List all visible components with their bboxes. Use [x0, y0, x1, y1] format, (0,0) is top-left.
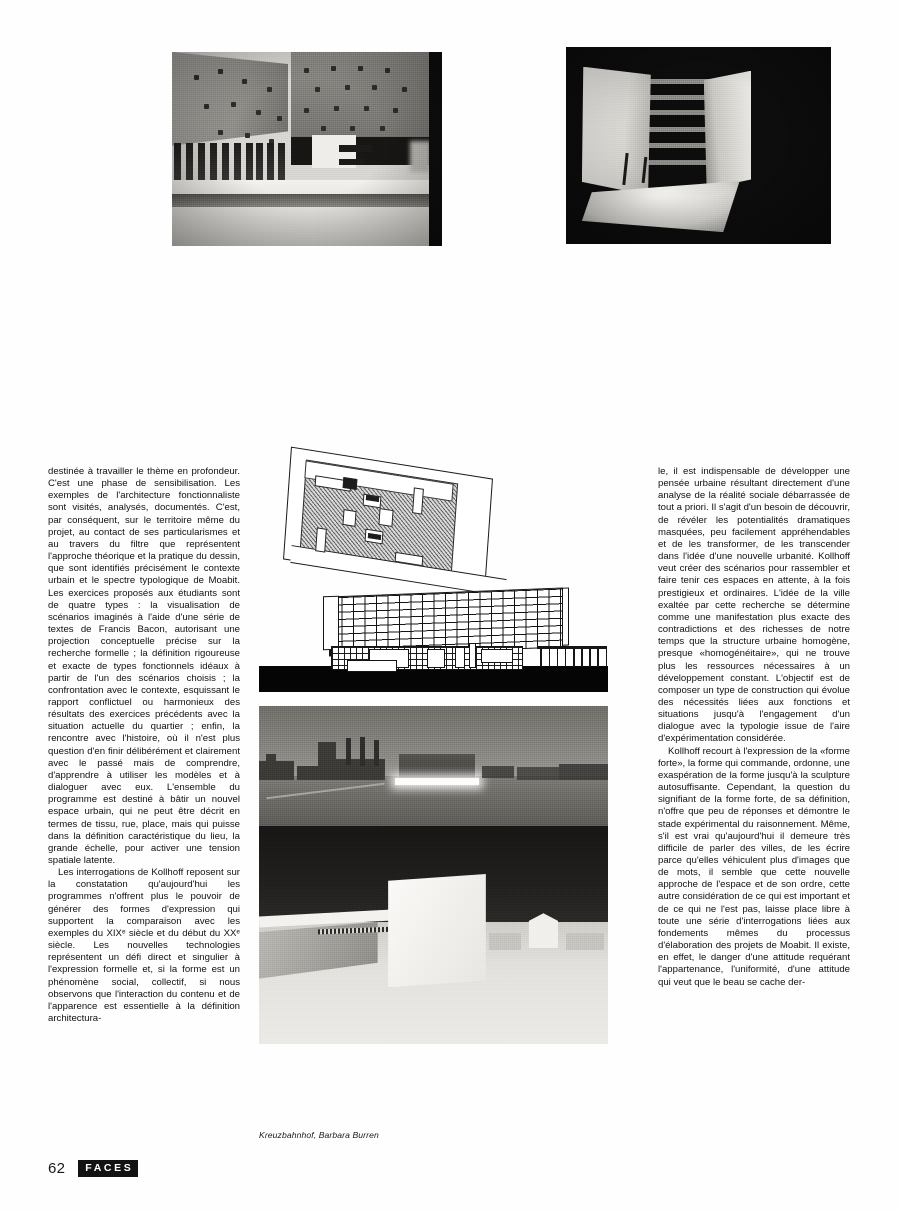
article-text-column-right [658, 466, 850, 989]
canopy-posts [539, 649, 607, 667]
page-number: 62 [48, 1160, 66, 1177]
stair-shaft-model-photograph [566, 47, 831, 244]
city-skyline-model-photograph [259, 706, 608, 826]
figure-column [259, 458, 608, 1044]
faces-logo: FACES [78, 1160, 138, 1177]
white-wall-model-photograph [259, 826, 608, 1044]
building-elevation-drawing [259, 586, 608, 706]
page-footer [48, 1160, 138, 1177]
site-axonometric-drawing [259, 458, 608, 586]
paragraph: destinée à travailler le thème en profondeur. C'est une phase de sensibilisation. Les exemples de l'architecture fonctionnaliste sont visités, analysés, documentés. C'est, par conséquent, sur le territoire même du projet, au contact de ses particularismes et au travers du filtre que représentent l'approche théorique et la pratique du dessin, que sont identifiés précisément le contexte urbain et le spectre typologique de Moabit. Les exercices proposés aux étudiants sont de quatre types : la visualisation de scénarios imaginés à l'aide d'une série de textes de Francis Bacon, autorisant une projection conceptuelle précise sur la recherche formelle ; la définition rigoureuse et exacte de types fonctionnels idéaux à partir de l'un des scénarios choisis ; la confrontation avec le contexte, esquissant le rapport conflictuel ou harmonieux des résultats des exercices précédents avec la situation actuelle du quartier ; enfin, la rencontre avec l'histoire, où il n'est plus question d'en finir délibérément et clairement avec le passé mais de comprendre, d'apprendre à utiliser les modèles et à dialoguer avec eux. L'ensemble du programme est destiné à bâtir un nouvel espace urbain, qui ne peut être décrit en termes de tissu, rue, place, mais qui puisse dans la définition caractéristique du lieu, la grande échelle, pour activer une tension spatiale latente. [48, 466, 240, 866]
paragraph: Les interrogations de Kollhoff reposent sur la constatation qu'aujourd'hui les programmes n'offrent plus le pouvoir de générer des formes d'expression qui supportent la comparaison avec les exemples du XIXᵉ siècle et du début du XXᵉ siècle. Les nouvelles technologies représentent un défi direct et singulier à l'expression formelle et, si la forme est un phénomène social, collectif, si nous observons que l'interaction du contenu et de l'apparence est essentielle à la définition architectura- [48, 867, 240, 1025]
paragraph: Kollhoff recourt à l'expression de la «forme forte», la forme qui commande, ordonne, une exaspération de la forme jusqu'à la sculpture autosuffisante. Cependant, la question du signifiant de la forme forte, de sa définition, n'offre que peu de réponses et démontre le stade expérimental du raisonnement. Même, s'il est vrai qu'aujourd'hui il demeure très difficile de parler des villes, de les écrire parce qu'elles véhiculent plus d'images que de mots, il semble que cette nouvelle approche de l'espace et de son ordre, cette autre considération de ce qui est important et de ce qui ne l'est pas, laisse place libre à toute une série d'interrogations liées aux fondements mêmes du processus d'élaboration des projets de Moabit. Il existe, en effet, le danger d'une attitude requérant l'appartenance, l'uniformité, d'une attitude qui veut que le beau se cache der- [658, 745, 850, 988]
article-text-column-left [48, 466, 240, 1025]
paragraph: le, il est indispensable de développer une pensée urbaine résultant directement d'une analyse de la réalité sociale débarrassée de tout a priori. Il s'agit d'un besoin de découvrir, de révéler les potentialités dramatiques masquées, peu facilement appréhendables et de les transformer, de les transcender dans l'idée d'une nouvelle urbanité. Kollhoff veut créer des scénarios pour rassembler et faire tenir ces espaces en attente, à la fois prestigieux et ordinaires. L'idée de la ville exaltée par cette recherche se détermine comme une manifestation plus exacte des contradictions et des richesses de notre temps que la structure urbaine homogène, presque «homogénéitaire», qui ne trouve plus les ressources nécessaires à un développement constant. L'objectif est de composer un type de construction qui évolue des nécessités liées aux fonctions et situations jusqu'à l'engagement d'un dialogue avec la typologie issue de l'aire d'expérimentation considérée. [658, 466, 850, 745]
figure-caption: Kreuzbahnhof, Barbara Burren [259, 1130, 379, 1140]
courtyard-model-photograph [172, 52, 442, 246]
